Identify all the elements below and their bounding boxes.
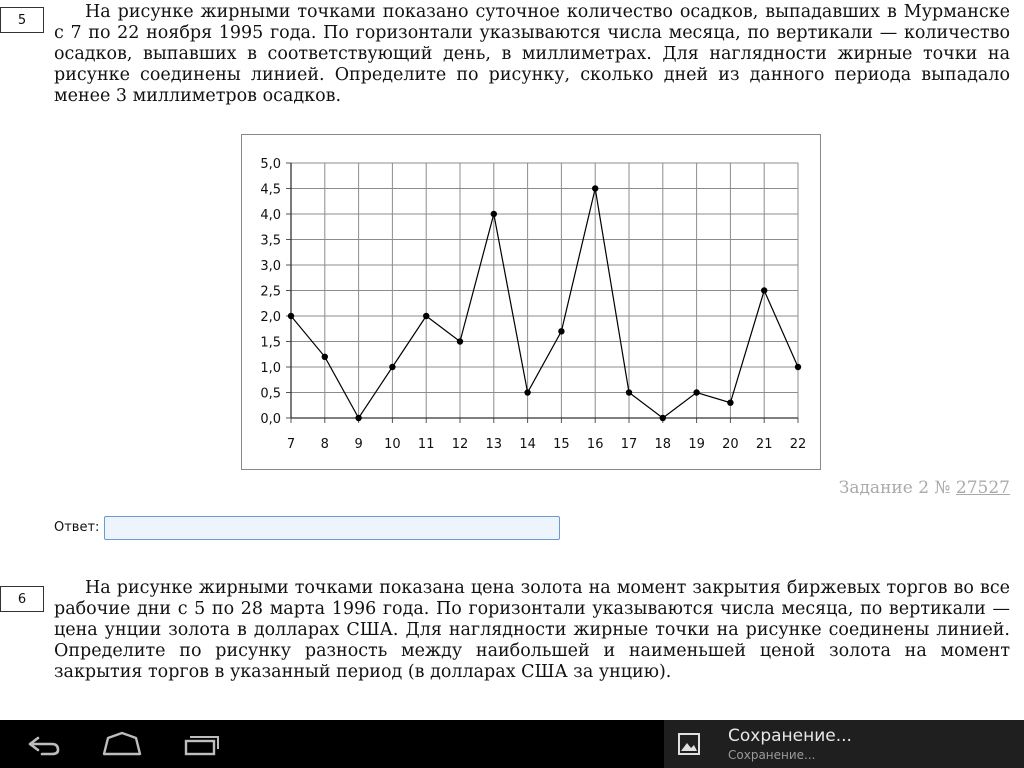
- y-tick-label: 1,0: [260, 361, 281, 376]
- chart-svg: [242, 135, 822, 471]
- y-tick-label: 0,5: [260, 386, 281, 402]
- y-tick-labels: [260, 157, 281, 427]
- x-tick-label: 14: [519, 437, 536, 452]
- answer-input[interactable]: [104, 516, 560, 540]
- x-tick-label: 9: [354, 437, 363, 452]
- precipitation-line: [291, 189, 798, 419]
- task-reference: [839, 478, 1010, 498]
- data-point: [693, 389, 699, 395]
- x-tick-label: 10: [384, 437, 401, 452]
- x-tick-label: 7: [286, 437, 296, 452]
- saving-notification[interactable]: [664, 720, 1024, 768]
- y-tick-label: 0,0: [260, 412, 281, 427]
- x-tick-label: 13: [485, 437, 503, 452]
- x-tick-labels: [287, 437, 806, 452]
- x-tick-label: 11: [417, 437, 435, 452]
- chart-grid: [291, 163, 798, 418]
- back-button[interactable]: [18, 730, 66, 758]
- home-icon: [98, 730, 146, 758]
- x-tick-label: 21: [755, 437, 773, 452]
- series-points: [288, 185, 801, 421]
- task-6-text: На рисунке жирными точками показана цена золота на момент закрытия биржевых торгов во все рабочие дни с 5 по 28 марта 1996 года. По горизонтали указываются числа месяца, по вертикали — цена унции золота в долларах США. Для наглядности жирные точки на рисунке соединены линией. Определите по рисунку разность между наибольшей и наименьшей ценой золота на момент закрытия торгов в указанный период (в долларах США за унцию).: [54, 578, 1010, 682]
- x-tick-label: 8: [320, 437, 329, 452]
- data-point: [761, 287, 767, 293]
- y-tick-label: 1,5: [260, 335, 281, 351]
- chart-axes: [286, 163, 798, 423]
- task-link[interactable]: 27527: [955, 478, 1010, 498]
- x-tick-label: 16: [586, 437, 604, 452]
- data-point: [457, 338, 463, 344]
- task-number-5: 5: [0, 7, 44, 33]
- y-tick-label: 5,0: [260, 157, 281, 172]
- x-tick-label: 17: [620, 437, 638, 452]
- recent-apps-icon: [178, 730, 226, 758]
- data-point: [423, 313, 429, 319]
- data-point: [660, 415, 666, 421]
- recent-apps-button[interactable]: [178, 730, 226, 758]
- data-point: [626, 389, 632, 395]
- data-point: [355, 415, 361, 421]
- back-icon: [18, 730, 66, 758]
- series-line: [291, 189, 798, 419]
- x-tick-label: 19: [688, 437, 705, 452]
- x-tick-label: 18: [654, 437, 672, 452]
- precipitation-chart: [241, 134, 821, 470]
- answer-label: Ответ:: [54, 520, 100, 535]
- y-tick-label: 3,5: [260, 233, 281, 249]
- image-icon: [678, 733, 700, 755]
- y-tick-label: 4,0: [260, 208, 281, 223]
- task-number-6: 6: [0, 586, 44, 612]
- data-point: [491, 211, 497, 217]
- notification-subtitle: Сохранение...: [728, 748, 816, 762]
- data-point: [592, 185, 598, 191]
- y-tick-label: 4,5: [260, 182, 281, 198]
- y-tick-label: 2,0: [260, 310, 281, 325]
- y-tick-label: 2,5: [260, 284, 281, 300]
- home-button[interactable]: [98, 730, 146, 758]
- x-tick-label: 20: [722, 437, 739, 452]
- data-point: [288, 313, 294, 319]
- x-tick-label: 22: [789, 437, 807, 452]
- task-5-text: На рисунке жирными точками показано суточное количество осадков, выпадавших в Мурманске с 7 по 22 ноября 1995 года. По горизонтали указываются числа месяца, по вертикали — количество осадков, выпавших в соответствующий день, в миллиметрах. Для наглядности жирные точки на рисунке соединены линией. Определите по рисунку, сколько дней из данного периода выпадало менее 3 миллиметров осадков.: [54, 2, 1010, 106]
- y-tick-label: 3,0: [260, 259, 281, 274]
- data-point: [524, 389, 530, 395]
- x-tick-label: 15: [553, 437, 570, 452]
- data-point: [727, 400, 733, 406]
- data-point: [558, 328, 564, 334]
- data-point: [389, 364, 395, 370]
- notification-title: Сохранение...: [728, 726, 852, 746]
- task-reference-prefix: Задание 2 №: [838, 478, 956, 498]
- data-point: [322, 354, 328, 360]
- data-point: [795, 364, 801, 370]
- x-tick-label: 12: [451, 437, 469, 452]
